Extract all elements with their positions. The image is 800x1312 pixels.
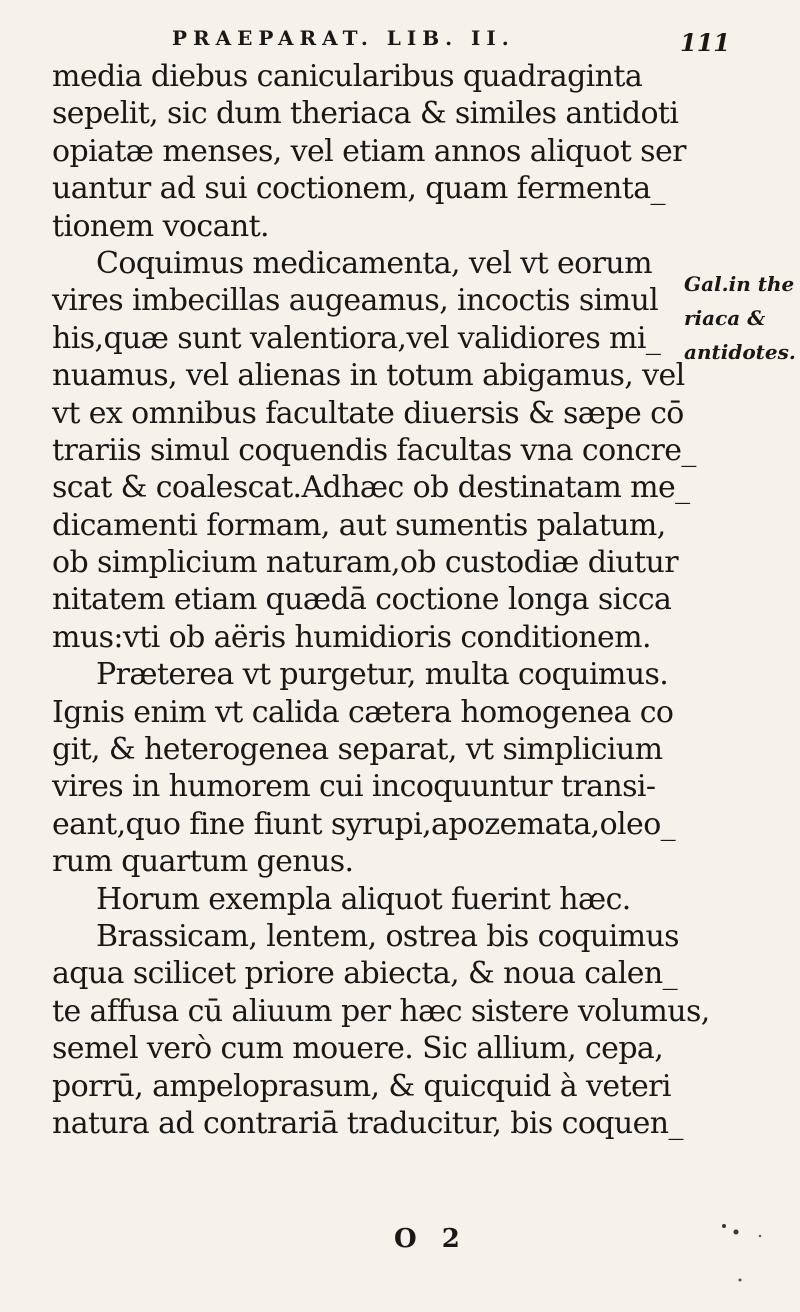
- running-title: PRAEPARAT. LIB. II.: [172, 26, 515, 50]
- text-line: Præterea vt purgetur, multa coquimus.: [96, 657, 669, 693]
- paper-speck: [739, 1279, 742, 1282]
- body-text: [52, 58, 710, 1142]
- text-line: scat & coalescat.Adhæc ob destinatam me_: [52, 470, 690, 506]
- text-line: nuamus, vel alienas in totum abigamus, vel: [52, 358, 685, 394]
- text-line: Horum exempla aliquot fuerint hæc.: [96, 881, 631, 917]
- text-line: Coquimus medicamenta, vel vt eorum: [96, 245, 652, 281]
- page-number: 111: [680, 28, 731, 57]
- paper-speck: [722, 1224, 726, 1228]
- text-line: sepelit, sic dum theriaca & similes antidoti: [52, 96, 679, 132]
- text-line: mus:vti ob aëris humidioris conditionem.: [52, 619, 651, 655]
- margin-note-line: riaca &: [684, 306, 766, 330]
- text-line: media diebus canicularibus quadraginta: [52, 59, 643, 94]
- text-line: nitatem etiam quædā coctione longa sicca: [52, 582, 672, 618]
- text-line: rum quartum genus.: [52, 844, 354, 880]
- text-line: dicamenti formam, aut sumentis palatum,: [52, 507, 666, 543]
- text-line: semel verò cum mouere. Sic allium, cepa,: [52, 1031, 664, 1067]
- text-line: opiatæ menses, vel etiam annos aliquot ser: [52, 133, 686, 169]
- text-line: tionem vocant.: [52, 208, 269, 244]
- text-line: uantur ad sui coctionem, quam fermenta_: [52, 171, 665, 207]
- text-line: vt ex omnibus facultate diuersis & sæpe cō: [52, 395, 684, 431]
- paper-speck: [734, 1230, 739, 1235]
- text-line: vires in humorem cui incoquuntur transi-: [52, 769, 656, 805]
- text-line: natura ad contrariā traducitur, bis coquen_: [52, 1105, 683, 1141]
- text-line: ob simplicium naturam,ob custodiæ diutur: [52, 545, 678, 581]
- text-line: eant,quo fine fiunt syrupi,apozemata,oleo_: [52, 806, 676, 842]
- margin-note-line: Gal.in the: [684, 272, 795, 296]
- text-line: vires imbecillas augeamus, incoctis simul: [52, 283, 659, 319]
- margin-note-line: antidotes.: [684, 340, 796, 364]
- text-line: porrū, ampeloprasum, & quicquid à veteri: [52, 1068, 671, 1104]
- text-line: te affusa cū aliuum per hæc sistere volumus,: [52, 993, 710, 1029]
- text-line: git, & heterogenea separat, vt simplicium: [52, 732, 663, 768]
- text-line: aqua scilicet priore abiecta, & noua calen_: [52, 956, 677, 992]
- text-line: Ignis enim vt calida cætera homogenea co: [52, 694, 674, 730]
- text-line: trariis simul coquendis facultas vna concre_: [52, 432, 696, 468]
- paper-speck: [759, 1235, 761, 1237]
- signature-mark: O 2: [394, 1224, 468, 1254]
- margin-note: [684, 267, 794, 369]
- text-line: his,quæ sunt valentiora,vel validiores mi_: [52, 320, 661, 356]
- text-line: Brassicam, lentem, ostrea bis coquimus: [96, 918, 679, 954]
